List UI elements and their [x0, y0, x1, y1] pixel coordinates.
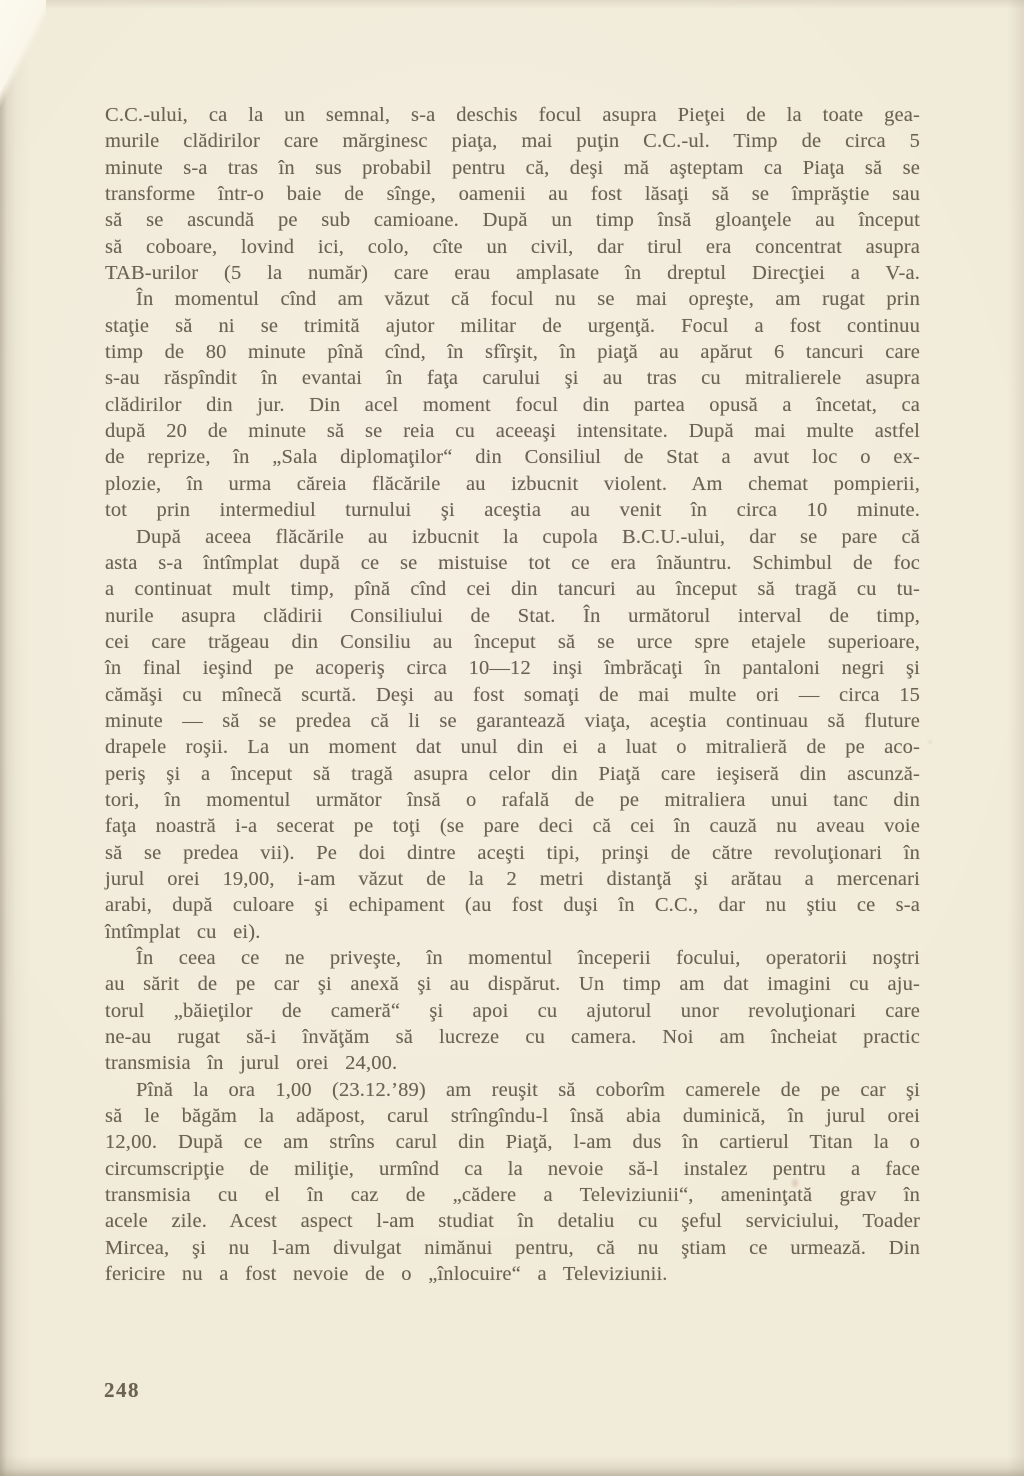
text-line: jurul orei 19,00, i-am văzut de la 2 metri distanţă şi arătau a mercenari [105, 867, 920, 890]
text-line: întîmplat cu ei). [105, 920, 261, 943]
text-line: să le băgăm la adăpost, carul strîngîndu-l însă abia duminică, în jurul orei [105, 1105, 920, 1128]
text-line: transforme într-o baie de sînge, oamenii au fost lăsaţi să se împrăştie sau [105, 183, 920, 206]
text-line: Mircea, şi nu l-am divulgat nimănui pentru, că nu ştiam ce urmează. Din [105, 1236, 920, 1259]
text-line: să coboare, lovind ici, colo, cîte un civil, dar tirul era concentrat asupra [105, 235, 920, 258]
page-text [105, 102, 920, 1287]
text-line: staţie să ni se trimită ajutor militar de urgenţă. Focul a fost continuu [105, 314, 920, 337]
text-line: au sărit de pe car şi anexă şi au dispărut. Un timp am dat imagini cu aju- [105, 973, 920, 996]
text-line: după 20 de minute să se reia cu aceeaşi intensitate. După mai multe astfel [105, 420, 920, 443]
text-line: minute s-a tras în sus probabil pentru că, deşi mă aşteptam ca Piaţa să se [105, 156, 920, 179]
text-line: circumscripţie de miliţie, urmînd ca la nevoie să-l instalez pentru a face [105, 1157, 920, 1180]
text-line: TAB-urilor (5 la număr) care erau amplasate în dreptul Direcţiei a V-a. [105, 262, 920, 285]
text-line: să se ascundă pe sub camioane. După un timp însă gloanţele au început [105, 209, 920, 232]
page-number: 248 [104, 1378, 140, 1402]
text-line: În momentul cînd am văzut că focul nu se mai opreşte, am rugat prin [136, 288, 920, 311]
text-line: transmisia cu el în caz de „cădere a Televiziunii“, ameninţată grav în [105, 1184, 920, 1207]
text-line: arabi, după culoare şi echipament (au fost duşi în C.C., dar nu ştiu ce s-a [105, 894, 920, 917]
text-line: tori, în momentul următor însă o rafală de pe mitraliera unui tanc din [105, 788, 920, 811]
text-line: minute — să se predea că li se garantează viaţa, aceştia continuau să fluture [105, 709, 920, 732]
text-line: ne-au rugat să-i învăţăm să lucreze cu camera. Noi am încheiat practic [105, 1026, 920, 1049]
text-line: de reprize, în „Sala diplomaţilor“ din Consiliul de Stat a avut loc o ex- [105, 446, 920, 469]
text-line: drapele roşii. La un moment dat unul din ei a luat o mitralieră de pe aco- [105, 736, 920, 759]
text-line: cămăşi cu mînecă scurtă. Deşi au fost somaţi de mai multe ori — circa 15 [105, 683, 920, 706]
text-line: torul „băieţilor de cameră“ şi apoi cu ajutorul unor revoluţionari care [105, 999, 920, 1022]
text-line: tot prin intermediul turnului şi aceştia au venit în circa 10 minute. [105, 499, 920, 522]
text-line: a continuat mult timp, pînă cînd cei din tancuri au început să tragă cu tu- [105, 578, 920, 601]
text-line: timp de 80 minute pînă cînd, în sfîrşit, în piaţă au apărut 6 tancuri care [105, 341, 920, 364]
page-corner-artifact [0, 0, 46, 128]
text-line: în final ieşind pe acoperiş circa 10—12 inşi îmbrăcaţi în pantaloni negri şi [105, 657, 920, 680]
text-line: faţa noastră i-a secerat pe toţi (se pare deci că cei în cauză nu aveau voie [105, 815, 920, 838]
text-line: acele zile. Acest aspect l-am studiat în detaliu cu şeful serviciului, Toader [105, 1210, 920, 1233]
text-line: nurile asupra clădirii Consiliului de Stat. În următorul interval de timp, [105, 604, 920, 627]
text-line: 12,00. După ce am strîns carul din Piaţă, l-am dus în cartierul Titan la o [105, 1131, 920, 1154]
text-line: s-au răspîndit în evantai în faţa carului şi au tras cu mitralierele asupra [105, 367, 920, 390]
text-line: murile clădirilor care mărginesc piaţa, mai puţin C.C.-ul. Timp de circa 5 [105, 130, 920, 153]
text-line: În ceea ce ne priveşte, în momentul începerii focului, operatorii noştri [136, 947, 920, 969]
text-line: După aceea flăcările au izbucnit la cupola B.C.U.-ului, dar se pare că [136, 525, 920, 548]
text-line: să se predea vii). Pe doi dintre aceşti tipi, prinşi de către revoluţionari în [105, 841, 920, 864]
text-line: asta s-a întîmplat după ce se mistuise tot ce era înăuntru. Schimbul de foc [105, 551, 920, 574]
text-line: cei care trăgeau din Consiliu au început să se urce spre etajele superioare, [105, 630, 920, 653]
text-line: periş şi a început să tragă asupra celor din Piaţă care ieşiseră din ascunză- [105, 762, 920, 785]
text-line: transmisia în jurul orei 24,00. [105, 1052, 398, 1075]
text-line: C.C.-ului, ca la un semnal, s-a deschis focul asupra Pieţei de la toate gea- [105, 104, 920, 126]
text-line: fericire nu a fost nevoie de o „înlocuire“ a Televiziunii. [105, 1263, 668, 1286]
text-line: Pînă la ora 1,00 (23.12.’89) am reuşit să coborîm camerele de pe car şi [136, 1078, 920, 1101]
text-line: clădirilor din jur. Din acel moment focul din partea opusă a încetat, ca [105, 393, 920, 416]
text-line: plozie, în urma căreia flăcările au izbucnit violent. Am chemat pompierii, [105, 472, 920, 495]
